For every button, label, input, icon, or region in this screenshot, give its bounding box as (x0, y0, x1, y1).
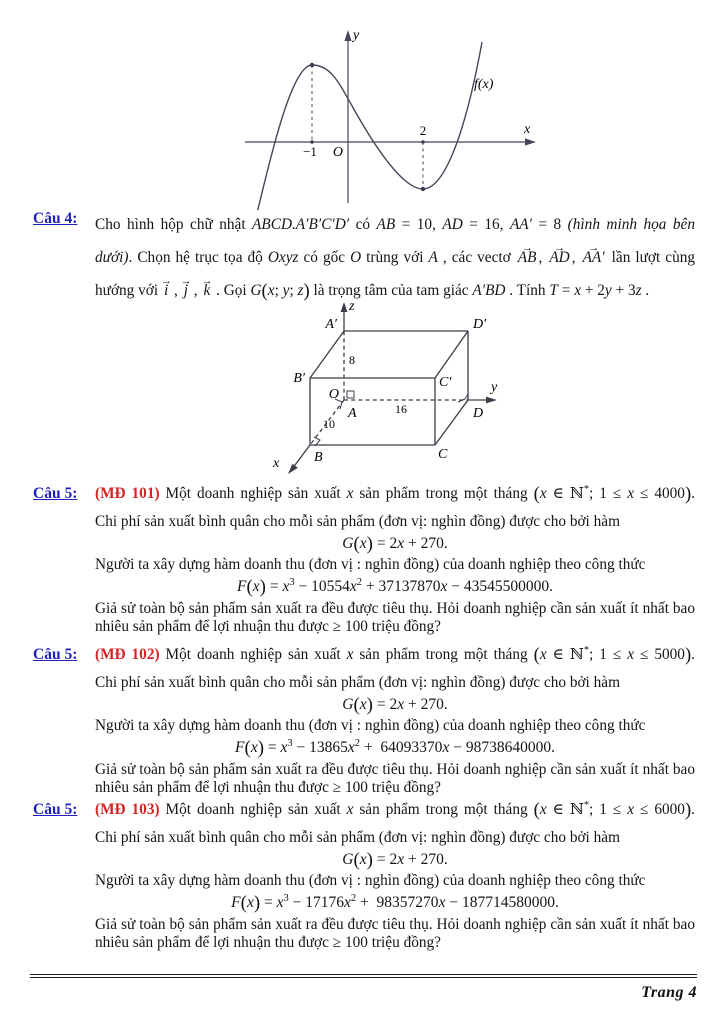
x-axis-line (292, 445, 310, 469)
y-axis-label: y (491, 380, 498, 395)
cost-text: Chi phí sản xuất bình quân cho mỗi sản phẩm (đơn vị: nghìn đồng) được cho bởi hàm (95, 829, 620, 846)
question-4-body (95, 208, 695, 307)
question-5-md102-body (95, 644, 695, 796)
vertex-c-prime: C′ (439, 375, 452, 390)
y-axis-arrow-icon (486, 397, 497, 404)
vertex-b-prime: B′ (293, 371, 305, 386)
min-tick-label: 2 (419, 123, 427, 138)
f-formula: $F(x) = x^3 - 17176x^2$ + 98357270x − 187714580000. (231, 892, 559, 914)
question-5-label: Câu 5: (33, 646, 78, 663)
g-formula: G(x) = 2x + 270. (342, 849, 448, 871)
y-axis-arrow-icon (344, 30, 351, 41)
max-tick-label: −1 (303, 144, 317, 159)
z-axis-label: z (349, 299, 355, 314)
x-axis-label: x (273, 456, 280, 471)
right-angle-marker-a (347, 391, 354, 398)
revenue-text: Người ta xây dựng hàm doanh thu (đơn vị : nghìn đồng) của doanh nghiệp theo công thức (95, 872, 646, 889)
dim-height-8: 8 (349, 353, 355, 367)
question-5-md103-body (95, 799, 695, 951)
vertex-b: B (314, 450, 323, 465)
question-5-label: Câu 5: (33, 485, 78, 502)
vertex-d-prime: D′ (473, 317, 487, 332)
vertex-c: C (438, 447, 448, 462)
cubic-function-graph (240, 22, 540, 210)
page-number: Trang 4 (641, 984, 697, 1001)
question-5-md101-body (95, 483, 695, 635)
vertex-a: A (348, 406, 357, 421)
local-min-point (421, 187, 425, 191)
curve-fx-label: f(x) (474, 77, 494, 92)
footer-divider (30, 974, 697, 978)
question-text: Giả sử toàn bộ sản phẩm sản xuất ra đều được tiêu thụ. Hỏi doanh nghiệp cần sản xuất ít nhất bao nhiêu sản phẩm để lợi nhuận thu được ≥ 100 triệu đồng? (95, 916, 695, 951)
question-5-md102 (33, 644, 697, 796)
statement-text: Một doanh nghiệp sản xuất x sản phẩm trong một tháng (x ∈ ℕ*; 1 ≤ x ≤ 6000). (165, 799, 695, 821)
axis-point-2 (421, 140, 424, 143)
exam-code-badge: (MĐ 102) (95, 646, 160, 663)
exam-code-badge: (MĐ 101) (95, 485, 160, 502)
question-4-line-2: dưới). Chọn hệ trục tọa độ Oxyz có gốc O trùng với A , các vectơ → AB , → AD , → AA′ lần lượt cùng (95, 241, 695, 274)
vertex-o: O (328, 387, 339, 402)
question-4-line-1: Cho hình hộp chữ nhật ABCD.A′B′C′D′ có AB = 10, AD = 16, AA′ = 8 (hình minh họa bên (95, 216, 695, 233)
statement-line (95, 799, 695, 821)
revenue-text: Người ta xây dựng hàm doanh thu (đơn vị : nghìn đồng) của doanh nghiệp theo công thức (95, 556, 646, 573)
question-4 (33, 208, 697, 307)
angle-tick-d (458, 394, 468, 402)
vertex-d: D (473, 406, 484, 421)
statement-line (95, 483, 695, 505)
dim-width-10: 10 (323, 417, 335, 431)
y-axis-label: y (353, 28, 360, 43)
exam-code-badge: (MĐ 103) (95, 801, 160, 818)
dim-depth-16: 16 (395, 402, 407, 416)
cost-text: Chi phí sản xuất bình quân cho mỗi sản phẩm (đơn vị: nghìn đồng) được cho bởi hàm (95, 513, 620, 530)
f-formula: $F(x) = x^3 - 13865x^2$ + 64093370x − 98738640000. (235, 737, 555, 759)
box-3d-figure (265, 298, 510, 483)
g-formula: G(x) = 2x + 270. (342, 533, 448, 555)
statement-text: Một doanh nghiệp sản xuất x sản phẩm trong một tháng (x ∈ ℕ*; 1 ≤ x ≤ 5000). (165, 644, 695, 666)
x-axis-label: x (524, 122, 531, 137)
question-text: Giả sử toàn bộ sản phẩm sản xuất ra đều được tiêu thụ. Hỏi doanh nghiệp cần sản xuất ít nhất bao nhiêu sản phẩm để lợi nhuận thu được ≥ 100 triệu đồng? (95, 761, 695, 796)
question-5-md103 (33, 799, 697, 951)
origin-label: O (332, 145, 343, 160)
local-max-point (310, 63, 314, 67)
g-formula: G(x) = 2x + 270. (342, 694, 448, 716)
cubic-curve (256, 42, 482, 210)
question-text: Giả sử toàn bộ sản phẩm sản xuất ra đều được tiêu thụ. Hỏi doanh nghiệp cần sản xuất ít nhất bao nhiêu sản phẩm để lợi nhuận thu được ≥ 100 triệu đồng? (95, 600, 695, 635)
revenue-text: Người ta xây dựng hàm doanh thu (đơn vị : nghìn đồng) của doanh nghiệp theo công thức (95, 717, 646, 734)
question-5-label: Câu 5: (33, 801, 78, 818)
x-axis-arrow-icon (288, 464, 298, 474)
question-4-label: Câu 4: (33, 210, 78, 227)
question-5-md101 (33, 483, 697, 635)
cost-text: Chi phí sản xuất bình quân cho mỗi sản phẩm (đơn vị: nghìn đồng) được cho bởi hàm (95, 674, 620, 691)
z-axis-arrow-icon (341, 302, 348, 312)
f-formula: $F(x) = x^3 - 10554x^2 + 37137870x - 43545500000$. (236, 576, 554, 598)
statement-line (95, 644, 695, 666)
vertex-a-prime: A′ (325, 317, 337, 332)
question-4-line-3: hướng với → i , → j , → k . Gọi G(x; y; z) là trọng tâm của tam giác A′BD . Tính T = x + 2y + 3z . (95, 274, 695, 307)
statement-text: Một doanh nghiệp sản xuất x sản phẩm trong một tháng (x ∈ ℕ*; 1 ≤ x ≤ 4000). (165, 483, 695, 505)
x-axis-arrow-icon (525, 138, 536, 145)
